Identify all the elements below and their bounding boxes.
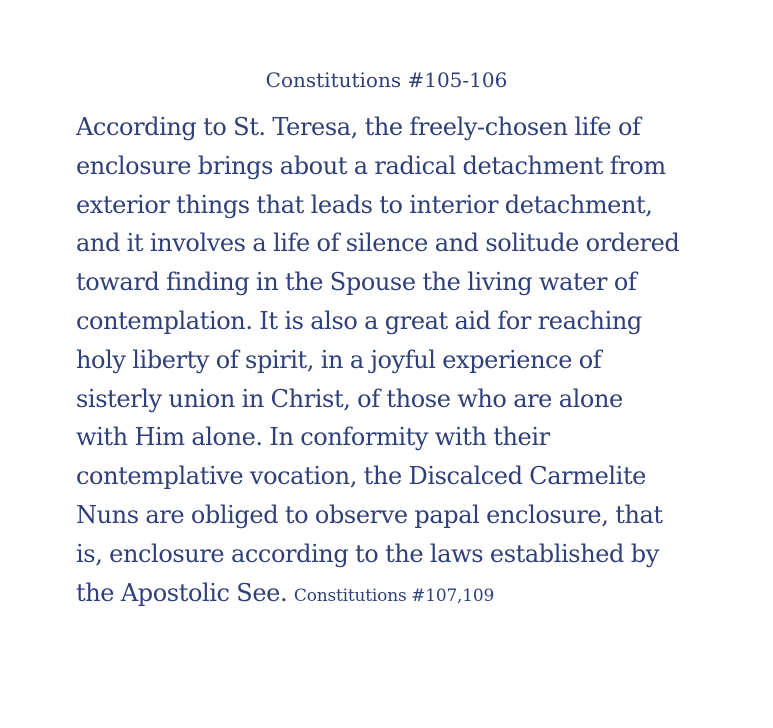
paragraph-line: exterior things that leads to interior detachment,: [76, 190, 653, 219]
paragraph-line: and it involves a life of silence and solitude ordered: [76, 229, 680, 258]
paragraph-line: is, enclosure according to the laws established by: [76, 539, 659, 568]
paragraph-line: According to St. Teresa, the freely-chosen life of: [76, 113, 641, 141]
paragraph-line: enclosure brings about a radical detachment from: [76, 151, 666, 180]
paragraph-line: contemplation. It is also a great aid for reaching: [76, 306, 642, 335]
body-paragraph: [76, 108, 686, 615]
paragraph-line-text: the Apostolic See.: [76, 578, 288, 607]
section-heading: Constitutions #105-106: [265, 68, 508, 92]
paragraph-line: toward finding in the Spouse the living water of: [76, 268, 637, 297]
citation: Constitutions #107,109: [293, 585, 495, 606]
paragraph-line: with Him alone. In conformity with their: [76, 423, 550, 452]
paragraph-line: Nuns are obliged to observe papal enclosure, that: [76, 500, 663, 529]
paragraph-line: contemplative vocation, the Discalced Carmelite: [76, 462, 646, 491]
paragraph-last-line: [76, 574, 686, 616]
paragraph-line: holy liberty of spirit, in a joyful experience of: [76, 345, 602, 374]
paragraph-line: sisterly union in Christ, of those who are alone: [76, 384, 623, 413]
